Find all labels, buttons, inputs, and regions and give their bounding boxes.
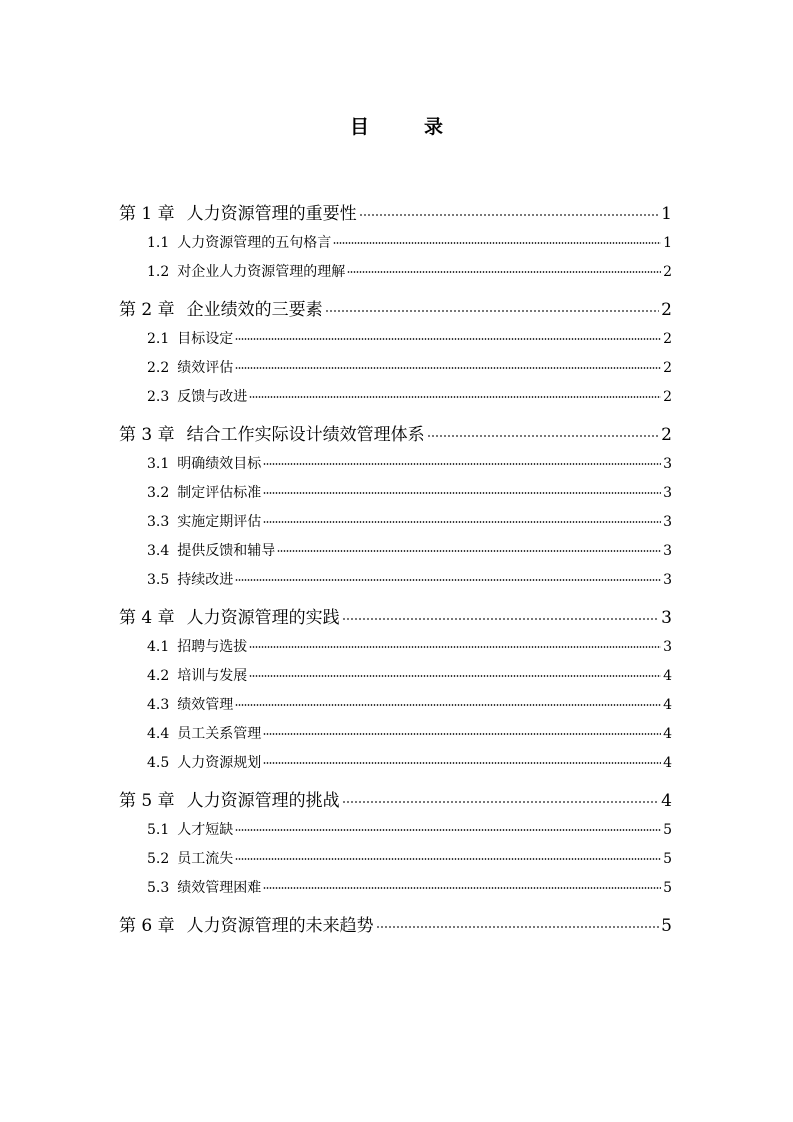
chapter-number: 第 6 章 — [119, 916, 175, 936]
leader-dots — [376, 926, 660, 928]
leader-dots — [427, 435, 660, 437]
toc-section-2-3[interactable] — [119, 383, 672, 412]
section-number: 2.3 — [147, 389, 170, 405]
toc-section-3-3[interactable] — [119, 508, 672, 537]
page-number: 5 — [663, 851, 672, 867]
toc-chapter-3[interactable] — [119, 420, 672, 450]
toc-section-4-2[interactable] — [119, 662, 672, 691]
section-number: 4.5 — [147, 755, 170, 771]
section-number: 4.2 — [147, 668, 170, 684]
page-number: 4 — [663, 755, 672, 771]
page-number: 3 — [663, 572, 672, 588]
section-number: 3.5 — [147, 572, 170, 588]
section-title: 员工流失 — [177, 851, 234, 867]
page-number: 2 — [663, 389, 672, 405]
leader-dots — [263, 463, 661, 465]
chapter-title: 人力资源管理的实践 — [186, 608, 340, 628]
toc-section-4-1[interactable] — [119, 633, 672, 662]
section-title: 人才短缺 — [177, 822, 234, 838]
page-number: 2 — [661, 300, 672, 320]
toc-section-3-5[interactable] — [119, 566, 672, 595]
section-number: 2.1 — [147, 331, 170, 347]
leader-dots — [263, 521, 661, 523]
section-title: 对企业人力资源管理的理解 — [177, 264, 346, 280]
page-number: 4 — [661, 791, 672, 811]
toc-section-5-1[interactable] — [119, 816, 672, 845]
section-number: 5.1 — [147, 822, 170, 838]
section-number: 2.2 — [147, 360, 170, 376]
leader-dots — [263, 492, 661, 494]
section-number: 3.1 — [147, 456, 170, 472]
toc-section-1-1[interactable] — [119, 229, 672, 258]
section-title: 员工关系管理 — [177, 726, 262, 742]
page-number: 4 — [663, 697, 672, 713]
toc-section-3-1[interactable] — [119, 450, 672, 479]
chapter-number: 第 4 章 — [119, 608, 175, 628]
toc-section-1-2[interactable] — [119, 258, 672, 287]
section-title: 明确绩效目标 — [177, 456, 262, 472]
page-number: 4 — [663, 668, 672, 684]
leader-dots — [235, 367, 661, 369]
section-number: 3.3 — [147, 514, 170, 530]
chapter-number: 第 2 章 — [119, 300, 175, 320]
toc-section-4-3[interactable] — [119, 691, 672, 720]
section-number: 1.1 — [147, 235, 170, 251]
section-title: 制定评估标准 — [177, 485, 262, 501]
toc-section-3-2[interactable] — [119, 479, 672, 508]
page-number: 2 — [663, 331, 672, 347]
section-number: 3.4 — [147, 543, 170, 559]
section-title: 反馈与改进 — [177, 389, 248, 405]
leader-dots — [359, 214, 660, 216]
section-title: 实施定期评估 — [177, 514, 262, 530]
chapter-number: 第 1 章 — [119, 204, 175, 224]
section-title: 绩效管理 — [177, 697, 234, 713]
toc-section-4-5[interactable] — [119, 749, 672, 778]
page-number: 5 — [661, 916, 672, 936]
leader-dots — [235, 579, 661, 581]
page-number: 3 — [663, 514, 672, 530]
toc-list — [119, 199, 672, 941]
chapter-title: 人力资源管理的重要性 — [186, 204, 357, 224]
leader-dots — [235, 829, 661, 831]
section-title: 人力资源管理的五句格言 — [177, 235, 332, 251]
leader-dots — [263, 733, 661, 735]
leader-dots — [249, 675, 661, 677]
section-number: 5.2 — [147, 851, 170, 867]
leader-dots — [325, 310, 660, 312]
page-number: 3 — [663, 543, 672, 559]
toc-chapter-1[interactable] — [119, 199, 672, 229]
page-number: 1 — [663, 235, 672, 251]
section-number: 3.2 — [147, 485, 170, 501]
page-number: 2 — [663, 264, 672, 280]
leader-dots — [249, 396, 661, 398]
leader-dots — [277, 550, 661, 552]
leader-dots — [333, 242, 661, 244]
leader-dots — [235, 338, 661, 340]
section-title: 人力资源规划 — [177, 755, 262, 771]
leader-dots — [235, 858, 661, 860]
toc-chapter-5[interactable] — [119, 786, 672, 816]
chapter-title: 人力资源管理的挑战 — [186, 791, 340, 811]
section-number: 4.3 — [147, 697, 170, 713]
chapter-title: 企业绩效的三要素 — [186, 300, 323, 320]
toc-section-4-4[interactable] — [119, 720, 672, 749]
leader-dots — [342, 801, 660, 803]
section-number: 5.3 — [147, 880, 170, 896]
toc-chapter-2[interactable] — [119, 295, 672, 325]
page-number: 5 — [663, 880, 672, 896]
leader-dots — [263, 887, 661, 889]
toc-section-2-1[interactable] — [119, 325, 672, 354]
page-number: 3 — [663, 485, 672, 501]
section-title: 持续改进 — [177, 572, 234, 588]
page-number: 1 — [661, 204, 672, 224]
toc-chapter-6[interactable] — [119, 911, 672, 941]
leader-dots — [263, 762, 661, 764]
leader-dots — [235, 704, 661, 706]
section-number: 4.1 — [147, 639, 170, 655]
section-title: 提供反馈和辅导 — [177, 543, 276, 559]
chapter-number: 第 3 章 — [119, 425, 175, 445]
page-number: 4 — [663, 726, 672, 742]
page-number: 5 — [663, 822, 672, 838]
toc-title: 目 录 — [349, 116, 461, 138]
toc-section-2-2[interactable] — [119, 354, 672, 383]
section-number: 1.2 — [147, 264, 170, 280]
page-number: 3 — [663, 639, 672, 655]
page-number: 2 — [663, 360, 672, 376]
page-number: 2 — [661, 425, 672, 445]
leader-dots — [347, 271, 661, 273]
page-number: 3 — [661, 608, 672, 628]
chapter-number: 第 5 章 — [119, 791, 175, 811]
chapter-title: 结合工作实际设计绩效管理体系 — [186, 425, 425, 445]
leader-dots — [249, 646, 661, 648]
section-title: 绩效评估 — [177, 360, 234, 376]
toc-section-5-3[interactable] — [119, 874, 672, 903]
toc-chapter-4[interactable] — [119, 603, 672, 633]
toc-section-3-4[interactable] — [119, 537, 672, 566]
section-title: 培训与发展 — [177, 668, 248, 684]
page-number: 3 — [663, 456, 672, 472]
chapter-title: 人力资源管理的未来趋势 — [186, 916, 374, 936]
section-title: 招聘与选拔 — [177, 639, 248, 655]
section-title: 目标设定 — [177, 331, 234, 347]
section-number: 4.4 — [147, 726, 170, 742]
section-title: 绩效管理困难 — [177, 880, 262, 896]
leader-dots — [342, 618, 660, 620]
toc-section-5-2[interactable] — [119, 845, 672, 874]
